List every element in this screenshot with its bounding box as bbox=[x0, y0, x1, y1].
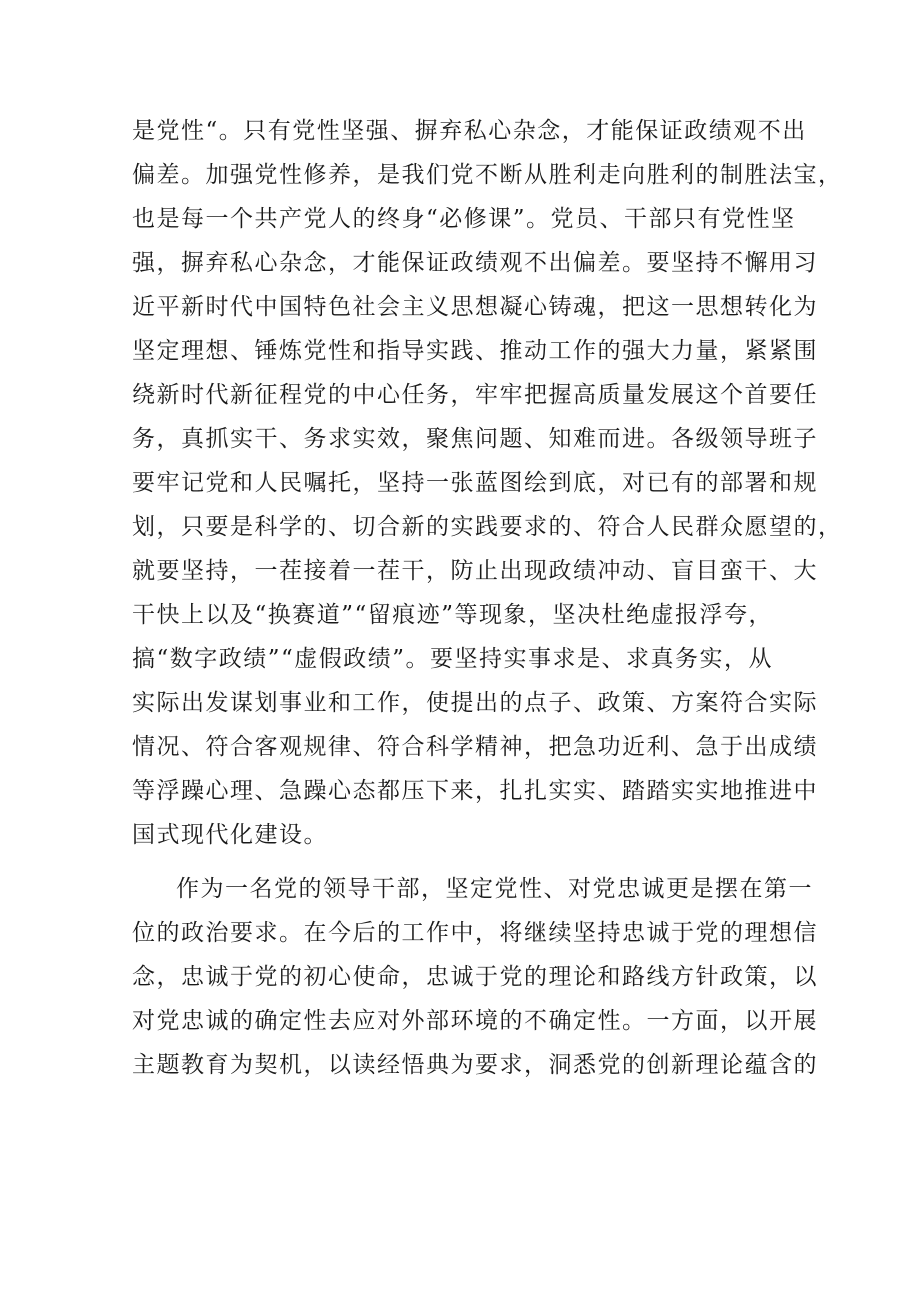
paragraph-1-line: 等浮躁心理、急躁心态都压下来，扎扎实实、踏踏实实地推进中 bbox=[132, 778, 818, 804]
paragraph-1-line: 近平新时代中国特色社会主义思想凝心铸魂，把这一思想转化为 bbox=[132, 294, 818, 320]
paragraph-1-line: 搞“数字政绩”“虚假政绩”。要坚持实事求是、求真务实，从 bbox=[132, 646, 774, 672]
paragraph-1-line: 务，真抓实干、务求实效，聚焦问题、知难而进。各级领导班子 bbox=[132, 426, 818, 452]
paragraph-1-line: 要牢记党和人民嘱托，坚持一张蓝图绘到底，对已有的部署和规 bbox=[132, 470, 818, 496]
paragraph-1-line: 是党性“。只有党性坚强、摒弃私心杂念，才能保证政绩观不出 bbox=[132, 118, 807, 144]
paragraph-1-line: 划，只要是科学的、切合新的实践要求的、符合人民群众愿望的， bbox=[132, 514, 843, 540]
paragraph-2-line: 对党忠诚的确定性去应对外部环境的不确定性。一方面，以开展 bbox=[132, 1008, 818, 1034]
paragraph-2-line: 位的政治要求。在今后的工作中，将继续坚持忠诚于党的理想信 bbox=[132, 920, 818, 946]
paragraph-1-line: 也是每一个共产党人的终身“必修课”。党员、干部只有党性坚 bbox=[132, 206, 796, 232]
paragraph-1-line: 强，摒弃私心杂念，才能保证政绩观不出偏差。要坚持不懈用习 bbox=[132, 250, 818, 276]
paragraph-1-line: 偏差。加强党性修养，是我们党不断从胜利走向胜利的制胜法宝， bbox=[132, 162, 843, 188]
paragraph-2-line: 主题教育为契机，以读经悟典为要求，洞悉党的创新理论蕴含的 bbox=[132, 1052, 818, 1078]
paragraph-2-line: 作为一名党的领导干部，坚定党性、对党忠诚更是摆在第一 bbox=[176, 876, 813, 902]
paragraph-1-line: 实际出发谋划事业和工作，使提出的点子、政策、方案符合实际 bbox=[132, 690, 818, 716]
paragraph-spacer bbox=[132, 857, 792, 867]
document-body bbox=[132, 109, 843, 1087]
paragraph-1-line: 绕新时代新征程党的中心任务，牢牢把握高质量发展这个首要任 bbox=[132, 382, 818, 408]
paragraph-1-line: 干快上以及“换赛道”“留痕迹”等现象，坚决杜绝虚报浮夸， bbox=[132, 602, 774, 628]
paragraph-1-line: 坚定理想、锤炼党性和指导实践、推动工作的强大力量，紧紧围 bbox=[132, 338, 818, 364]
paragraph-1-line: 情况、符合客观规律、符合科学精神，把急功近利、急于出成绩 bbox=[132, 734, 818, 760]
paragraph-1-line: 就要坚持，一茬接着一茬干，防止出现政绩冲动、盲目蛮干、大 bbox=[132, 558, 818, 584]
paragraph-2-line: 念，忠诚于党的初心使命，忠诚于党的理论和路线方针政策，以 bbox=[132, 964, 818, 990]
paragraph-1-line: 国式现代化建设。 bbox=[132, 822, 328, 848]
